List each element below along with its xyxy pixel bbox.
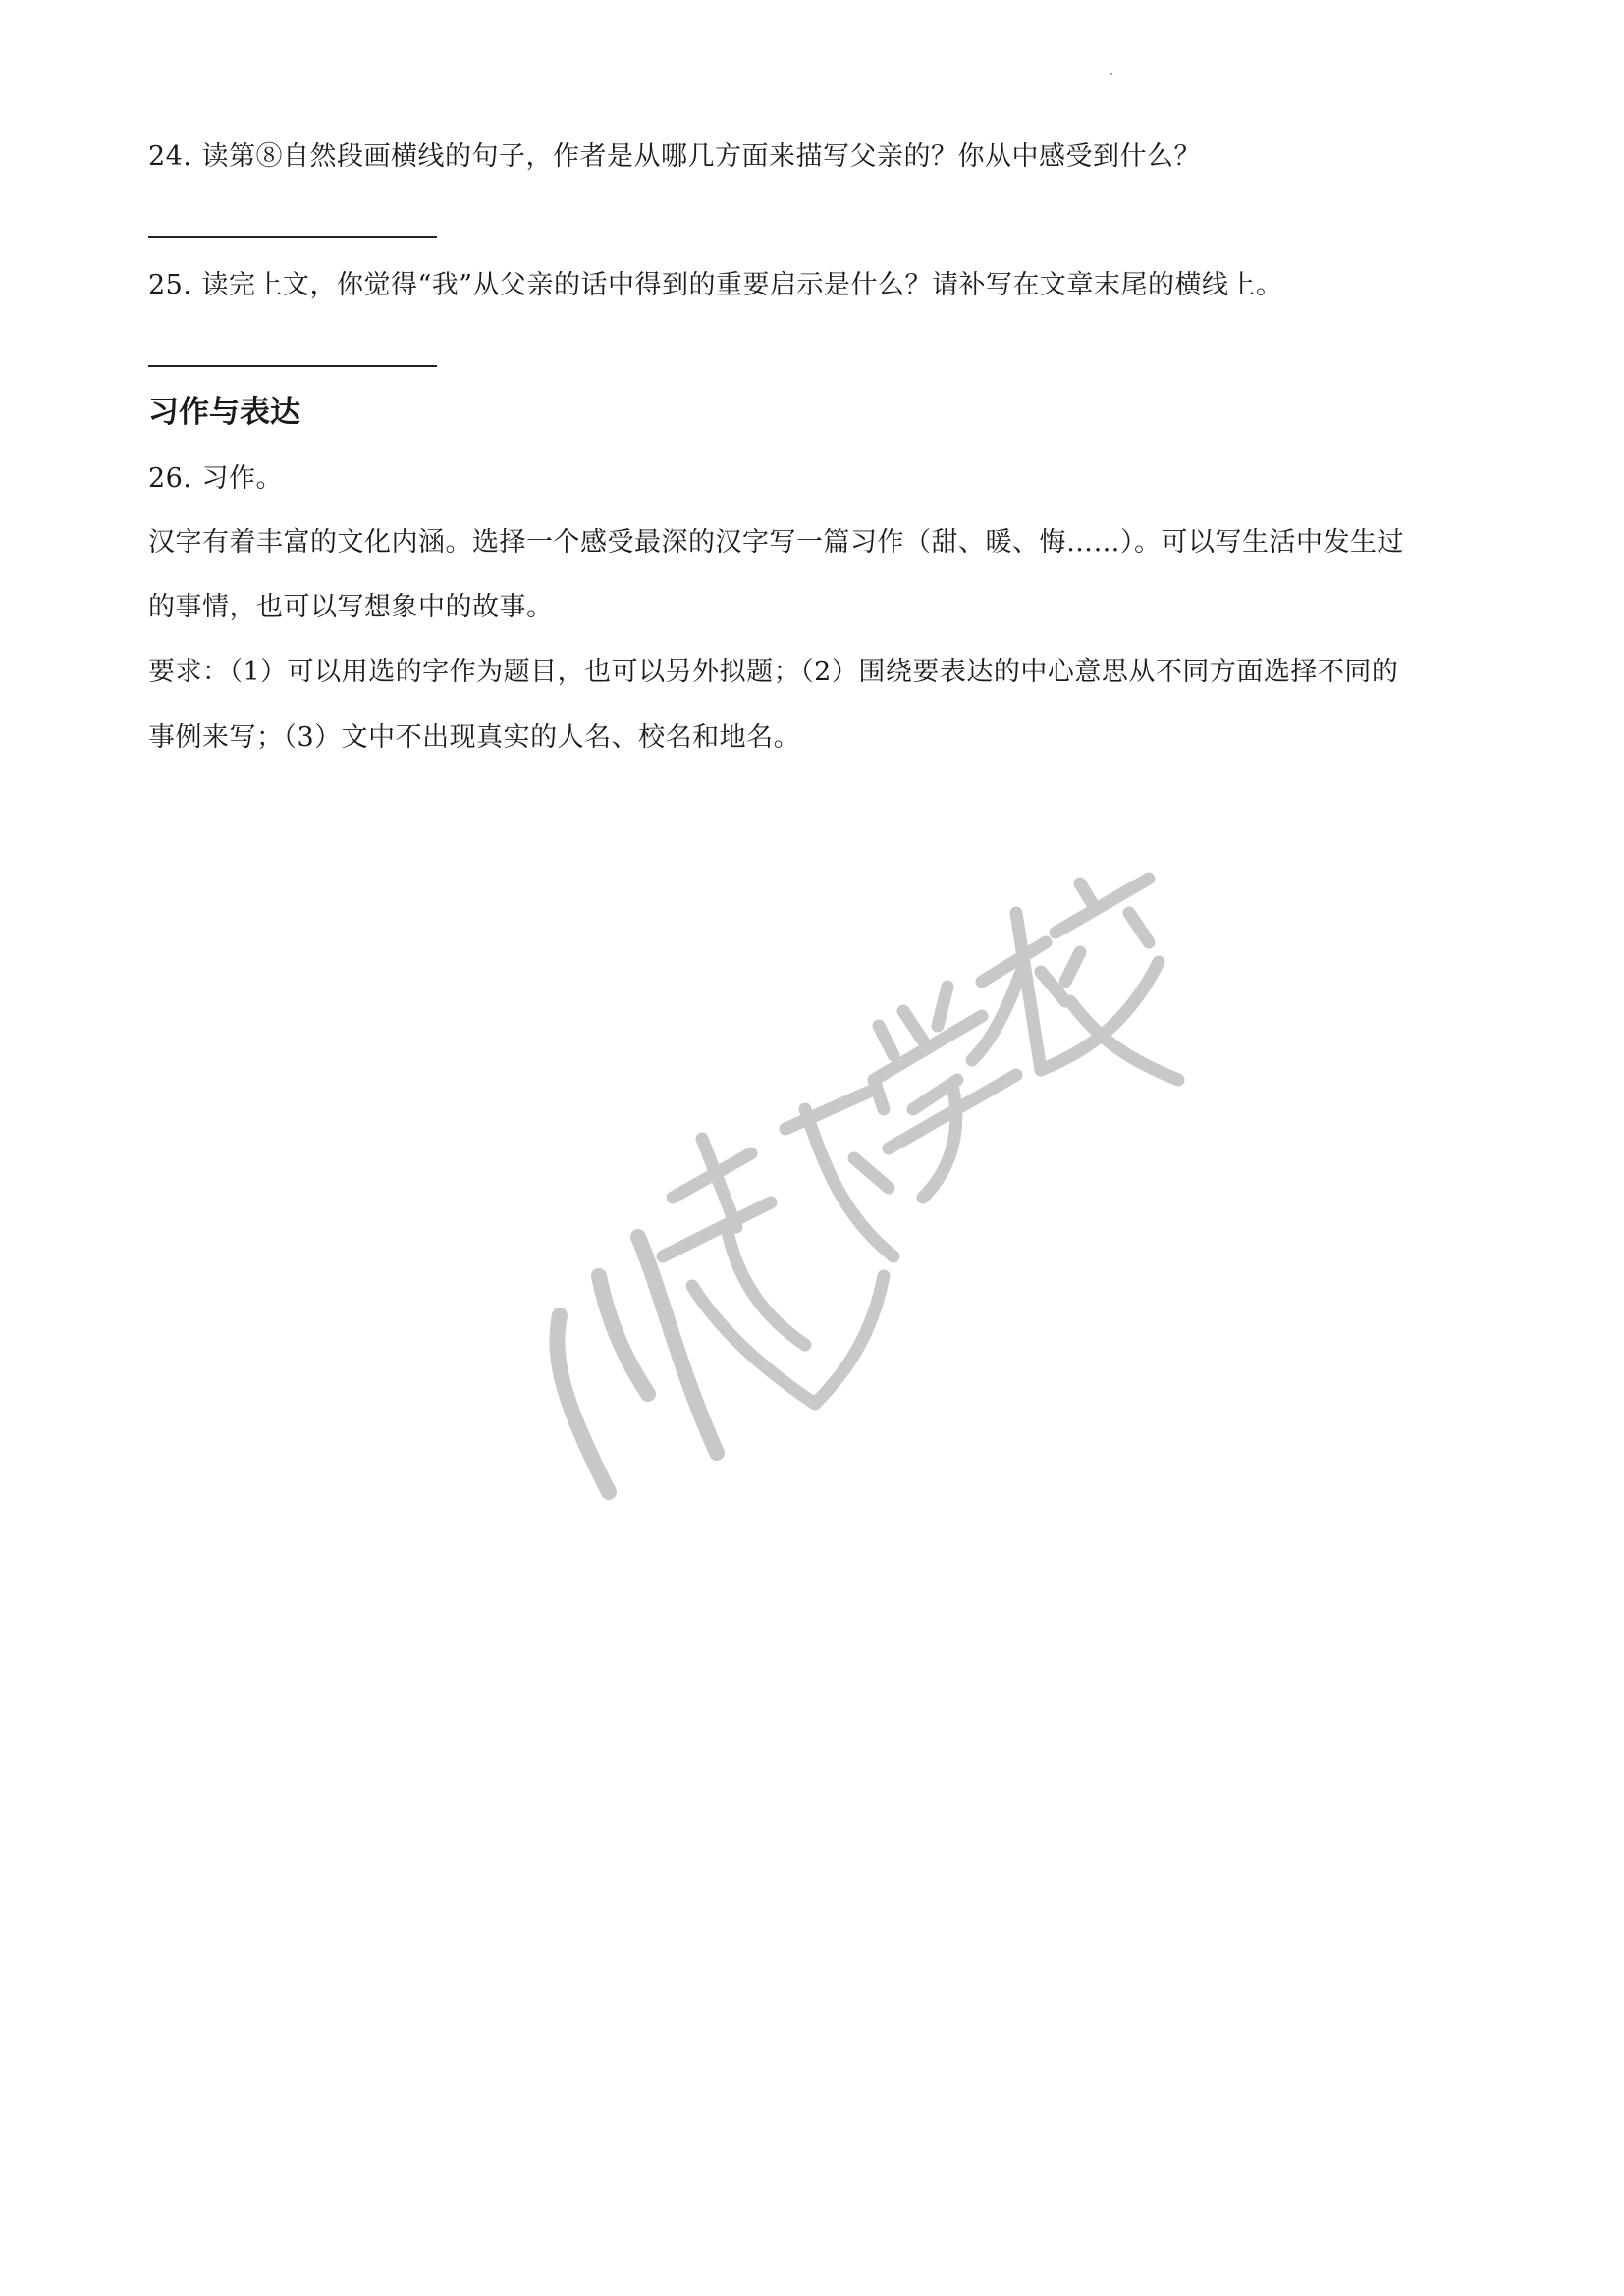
composition-prompt-line-2: 的事情，也可以写想象中的故事。 (148, 592, 554, 622)
question-number: 24. (148, 141, 192, 172)
question-24 (148, 137, 1201, 177)
question-text: 读完上文，你觉得“我”从父亲的话中得到的重要启示是什么？请补写在文章末尾的横线上。 (201, 270, 1283, 300)
page-speck (1110, 73, 1112, 75)
watermark-char-xue (874, 987, 1016, 1198)
question-26 (148, 459, 283, 499)
watermark-char-chuan (557, 1237, 717, 1492)
question-text: 习作。 (201, 463, 283, 494)
question-25 (148, 266, 1283, 305)
answer-line-25 (148, 365, 437, 367)
school-watermark (491, 815, 1237, 1522)
watermark-char-yue (663, 1090, 893, 1404)
requirements-line-2: 事例来写；（3）文中不出现真实的人名、校名和地名。 (148, 722, 801, 753)
section-heading: 习作与表达 (148, 395, 300, 430)
watermark-char-xiao (972, 879, 1178, 1080)
question-number: 26. (148, 463, 192, 494)
question-text: 读第⑧自然段画横线的句子，作者是从哪几方面来描写父亲的？你从中感受到什么？ (201, 141, 1201, 172)
composition-prompt-line-1: 汉字有着丰富的文化内涵。选择一个感受最深的汉字写一篇习作（甜、暖、悔……）。可以写生活中发生过 (148, 527, 1404, 558)
question-number: 25. (148, 270, 192, 300)
answer-line-24 (148, 236, 437, 238)
requirements-line-1: 要求：（1）可以用选的字作为题目，也可以另外拟题；（2）围绕要表达的中心意思从不同方面选择不同的 (148, 657, 1399, 687)
